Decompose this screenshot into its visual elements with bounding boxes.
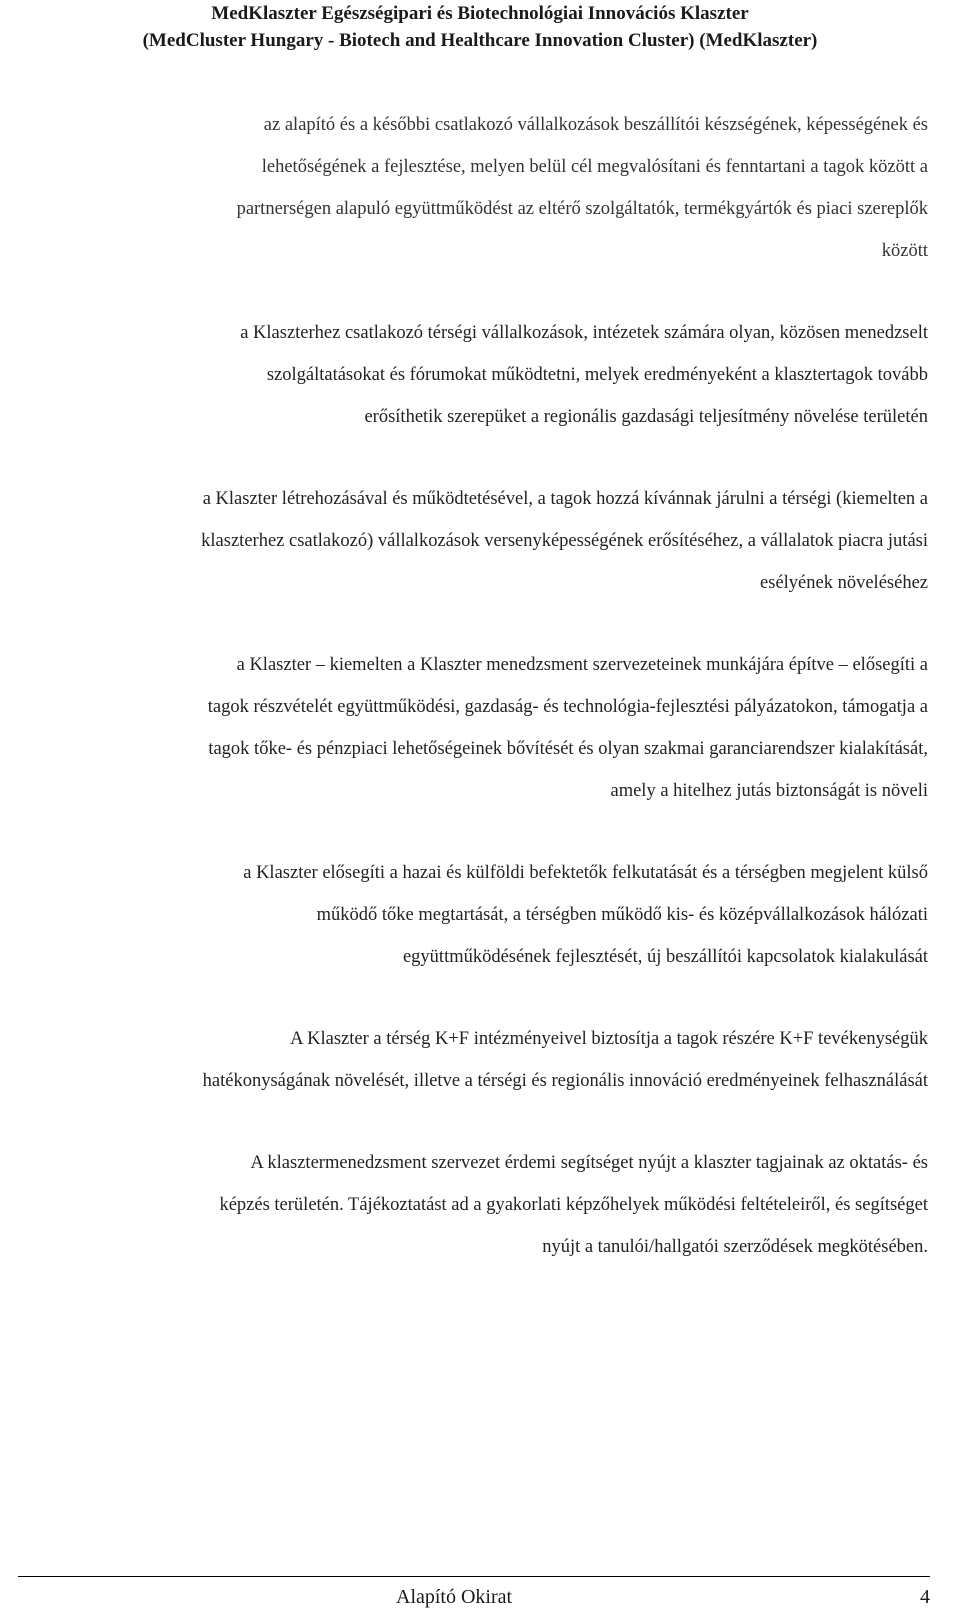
text-line: nyújt a tanulói/hallgatói szerződések megkötésében. xyxy=(542,1237,928,1257)
paragraph-spacer xyxy=(18,438,928,478)
text-line: amely a hitelhez jutás biztonságát is növeli xyxy=(610,781,928,801)
paragraph-spacer xyxy=(18,604,928,644)
text-line: a Klaszter – kiemelten a Klaszter menedzsment szervezeteinek munkájára építve – elősegíti a xyxy=(236,655,928,675)
paragraph-3 xyxy=(18,478,928,604)
footer-divider xyxy=(18,1576,930,1577)
header-title-line-2: (MedCluster Hungary - Biotech and Healthcare Innovation Cluster) (MedKlaszter) xyxy=(142,30,818,51)
page-footer xyxy=(0,1576,960,1617)
text-line: A Klaszter a térség K+F intézményeivel biztosítja a tagok részére K+F tevékenységük xyxy=(290,1029,928,1049)
text-line: tagok részvételét együttműködési, gazdaság- és technológia-fejlesztési pályázatokon, támogatja a xyxy=(207,697,928,717)
text-line: között xyxy=(881,241,928,261)
text-line: együttműködésének fejlesztését, új beszállítói kapcsolatok kialakulását xyxy=(402,947,928,967)
text-line: a Klaszter elősegíti a hazai és külföldi befektetők felkutatását és a térségben megjelent külső xyxy=(243,863,928,883)
text-line: az alapító és a későbbi csatlakozó vállalkozások beszállítói készségének, képességének és xyxy=(263,115,928,135)
text-line: erősíthetik szerepüket a regionális gazdasági teljesítmény növelése területén xyxy=(364,407,928,427)
paragraph-spacer xyxy=(18,1102,928,1142)
text-line: partnerségen alapuló együttműködést az eltérő szolgáltatók, termékgyártók és piaci szereplők xyxy=(236,199,928,219)
paragraph-2 xyxy=(18,312,928,438)
paragraph-7 xyxy=(18,1142,928,1268)
footer-document-title: Alapító Okirat xyxy=(396,1586,513,1608)
header-title-line-1: MedKlaszter Egészségipari és Biotechnológiai Innovációs Klaszter xyxy=(211,3,749,24)
text-line: lehetőségének a fejlesztése, melyen belül cél megvalósítani és fenntartani a tagok között a xyxy=(261,157,928,177)
paragraph-spacer xyxy=(18,272,928,312)
paragraph-spacer xyxy=(18,978,928,1018)
document-body xyxy=(18,104,928,1268)
text-line: szolgáltatásokat és fórumokat működtetni, melyek eredményeként a klasztertagok tovább xyxy=(266,365,928,385)
paragraph-4 xyxy=(18,644,928,812)
paragraph-1 xyxy=(18,104,928,272)
text-line: képzés területén. Tájékoztatást ad a gyakorlati képzőhelyek működési feltételeiről, és segítséget xyxy=(219,1195,928,1215)
text-line: klaszterhez csatlakozó) vállalkozások versenyképességének erősítéséhez, a vállalatok piacra jutási xyxy=(201,531,928,551)
paragraph-6 xyxy=(18,1018,928,1102)
document-header xyxy=(0,0,960,54)
text-line: esélyének növeléséhez xyxy=(760,573,928,593)
text-line: A klasztermenedzsment szervezet érdemi segítséget nyújt a klaszter tagjainak az oktatás- és xyxy=(250,1153,928,1173)
text-line: tagok tőke- és pénzpiaci lehetőségeinek bővítését és olyan szakmai garanciarendszer kialakítását, xyxy=(208,739,928,759)
page-number: 4 xyxy=(920,1586,930,1608)
paragraph-5 xyxy=(18,852,928,978)
text-line: hatékonyságának növelését, illetve a térségi és regionális innováció eredményeinek felhasználását xyxy=(202,1071,928,1091)
text-line: a Klaszter létrehozásával és működtetésével, a tagok hozzá kívánnak járulni a térségi (kiemelten a xyxy=(202,489,928,509)
paragraph-spacer xyxy=(18,812,928,852)
text-line: a Klaszterhez csatlakozó térségi vállalkozások, intézetek számára olyan, közösen menedzselt xyxy=(240,323,928,343)
text-line: működő tőke megtartását, a térségben működő kis- és középvállalkozások hálózati xyxy=(316,905,928,925)
